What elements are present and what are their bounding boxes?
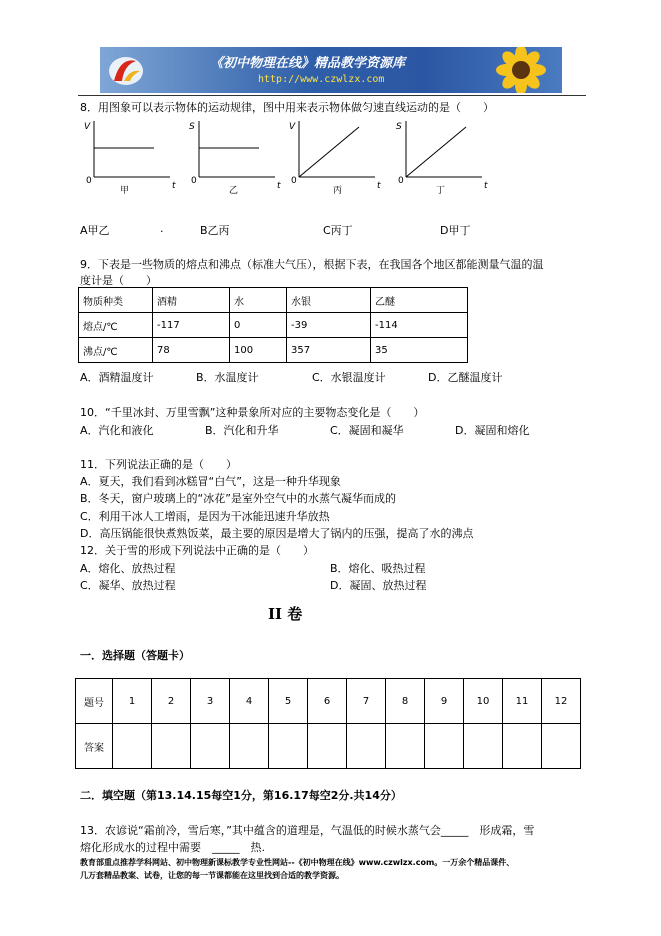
graph-ding-caption: 丁 [436, 186, 446, 195]
answer-number: 7 [347, 679, 386, 724]
q8-option-b[interactable]: B乙丙 [200, 224, 230, 237]
answer-cell[interactable] [425, 724, 464, 769]
answer-number: 8 [386, 679, 425, 724]
footer-line2: 几万套精品教案、试卷，让您的每一节课都能在这里找到合适的教学资源。 [80, 871, 344, 880]
answer-cell[interactable] [347, 724, 386, 769]
q8-option-d[interactable]: D甲丁 [440, 224, 471, 237]
footer-line1: 教育部重点推荐学科网站、初中物理新课标教学专业性网站--《初中物理在线》www.czwlzx.com。一万余个精品课件、 [80, 858, 515, 867]
graph-ding-ylabel: S [396, 122, 402, 132]
section-heading: II 卷 [268, 605, 303, 623]
table-row [76, 724, 581, 769]
graph-bing [285, 115, 385, 195]
table-cell: 熔点/℃ [79, 313, 153, 338]
graph-bing-xlabel: t [377, 181, 381, 191]
table-cell: 78 [153, 338, 230, 363]
q10-option-b[interactable]: B．汽化和升华 [205, 424, 279, 437]
table-cell: -114 [371, 313, 468, 338]
answer-cell[interactable] [191, 724, 230, 769]
table-cell: 水 [230, 288, 287, 313]
table-cell: 物质种类 [79, 288, 153, 313]
q11-option-a[interactable]: A．夏天，我们看到冰糕冒“白气”，这是一种升华现象 [80, 475, 341, 488]
q9-option-c[interactable]: C．水银温度计 [312, 371, 386, 384]
answer-number: 10 [464, 679, 503, 724]
answer-number: 1 [113, 679, 152, 724]
q11-text: 11．下列说法正确的是（ ） [80, 458, 237, 471]
q10-option-d[interactable]: D．凝固和熔化 [455, 424, 530, 437]
graph-bing-caption: 丙 [333, 186, 343, 195]
table-cell: -39 [287, 313, 371, 338]
graph-yi [185, 115, 285, 195]
graph-jia [80, 115, 180, 195]
table-row [79, 313, 468, 338]
q8-option-a[interactable]: A甲乙 [80, 224, 110, 237]
q9-option-a[interactable]: A．酒精温度计 [80, 371, 154, 384]
graph-ding [392, 115, 492, 195]
q12-option-b[interactable]: B．熔化、吸热过程 [330, 562, 426, 575]
q8-text: 8．用图象可以表示物体的运动规律，图中用来表示物体做匀速直线运动的是（ ） [80, 101, 494, 114]
q10-option-a[interactable]: A．汽化和液化 [80, 424, 154, 437]
q12-option-c[interactable]: C．凝华、放热过程 [80, 579, 176, 592]
answer-number: 4 [230, 679, 269, 724]
graph-jia-ylabel: V [84, 122, 91, 132]
table-cell: -117 [153, 313, 230, 338]
melting-boiling-table [78, 287, 468, 363]
q8-stray-mark: . [160, 222, 164, 235]
graph-bing-ylabel: V [289, 122, 296, 132]
graph-ding-origin: 0 [398, 176, 404, 186]
q13-line1: 13．农谚说“霜前冷，雪后寒，”其中蕴含的道理是，气温低的时候水蒸气会_____ 形成霜，雪 [80, 824, 535, 837]
q13-line2: 熔化形成水的过程中需要 _____ 热. [80, 841, 265, 854]
q9-option-b[interactable]: B．水温度计 [196, 371, 259, 384]
q11-option-d[interactable]: D．高压锅能很快煮熟饭菜，最主要的原因是增大了锅内的压强，提高了水的沸点 [80, 527, 474, 540]
graph-bing-origin: 0 [291, 176, 297, 186]
answer-number: 6 [308, 679, 347, 724]
q11-option-b[interactable]: B．冬天，窗户玻璃上的“冰花”是室外空气中的水蒸气凝华而成的 [80, 492, 396, 505]
answer-row-label: 题号 [76, 679, 113, 724]
table-cell: 35 [371, 338, 468, 363]
banner-title: 《初中物理在线》精品教学资源库 [210, 56, 406, 71]
answer-cell[interactable] [113, 724, 152, 769]
graph-yi-ylabel: S [189, 122, 195, 132]
graph-yi-xlabel: t [277, 181, 281, 191]
answer-number: 5 [269, 679, 308, 724]
header-banner [100, 47, 562, 93]
answer-cell[interactable] [542, 724, 581, 769]
q9-text-line2: 度计是（ ） [80, 274, 157, 287]
answer-number: 2 [152, 679, 191, 724]
graph-jia-xlabel: t [172, 181, 176, 191]
table-row [79, 338, 468, 363]
part2-heading: 二．填空题（第13.14.15每空1分，第16.17每空2分.共14分） [80, 789, 402, 802]
q12-option-a[interactable]: A．熔化、放热过程 [80, 562, 176, 575]
answer-number: 3 [191, 679, 230, 724]
answer-cell[interactable] [503, 724, 542, 769]
sunflower-icon [486, 47, 556, 93]
graph-yi-caption: 乙 [229, 186, 239, 195]
answer-number: 9 [425, 679, 464, 724]
answer-row-label: 答案 [76, 724, 113, 769]
table-cell: 酒精 [153, 288, 230, 313]
table-row [79, 288, 468, 313]
table-cell: 357 [287, 338, 371, 363]
q11-option-c[interactable]: C．利用干冰人工增雨，是因为干冰能迅速升华放热 [80, 510, 330, 523]
q8-option-c[interactable]: C丙丁 [323, 224, 353, 237]
answer-number: 11 [503, 679, 542, 724]
answer-number: 12 [542, 679, 581, 724]
answer-cell[interactable] [386, 724, 425, 769]
banner-url[interactable]: http://www.czwlzx.com [258, 74, 385, 85]
answer-cell[interactable] [230, 724, 269, 769]
q10-option-c[interactable]: C．凝固和凝华 [330, 424, 404, 437]
table-row [76, 679, 581, 724]
part1-heading: 一．选择题（答题卡） [80, 649, 190, 662]
answer-cell[interactable] [308, 724, 347, 769]
logo-icon [106, 51, 146, 89]
table-cell: 水银 [287, 288, 371, 313]
q12-text: 12．关于雪的形成下列说法中正确的是（ ） [80, 544, 314, 557]
header-rule [78, 95, 586, 96]
table-cell: 0 [230, 313, 287, 338]
graph-yi-origin: 0 [191, 176, 197, 186]
graph-ding-xlabel: t [484, 181, 488, 191]
table-cell: 乙醚 [371, 288, 468, 313]
graph-jia-caption: 甲 [120, 186, 130, 195]
q9-option-d[interactable]: D．乙醚温度计 [428, 371, 503, 384]
table-cell: 100 [230, 338, 287, 363]
q10-text: 10．“千里冰封、万里雪飘”这种景象所对应的主要物态变化是（ ） [80, 406, 425, 419]
answer-card-table [75, 678, 581, 769]
q12-option-d[interactable]: D．凝固、放热过程 [330, 579, 427, 592]
q9-text-line1: 9．下表是一些物质的熔点和沸点（标准大气压），根据下表，在我国各个地区都能测量气温的温 [80, 258, 544, 271]
table-cell: 沸点/℃ [79, 338, 153, 363]
answer-cell[interactable] [152, 724, 191, 769]
answer-cell[interactable] [464, 724, 503, 769]
graph-jia-origin: 0 [86, 176, 92, 186]
answer-cell[interactable] [269, 724, 308, 769]
